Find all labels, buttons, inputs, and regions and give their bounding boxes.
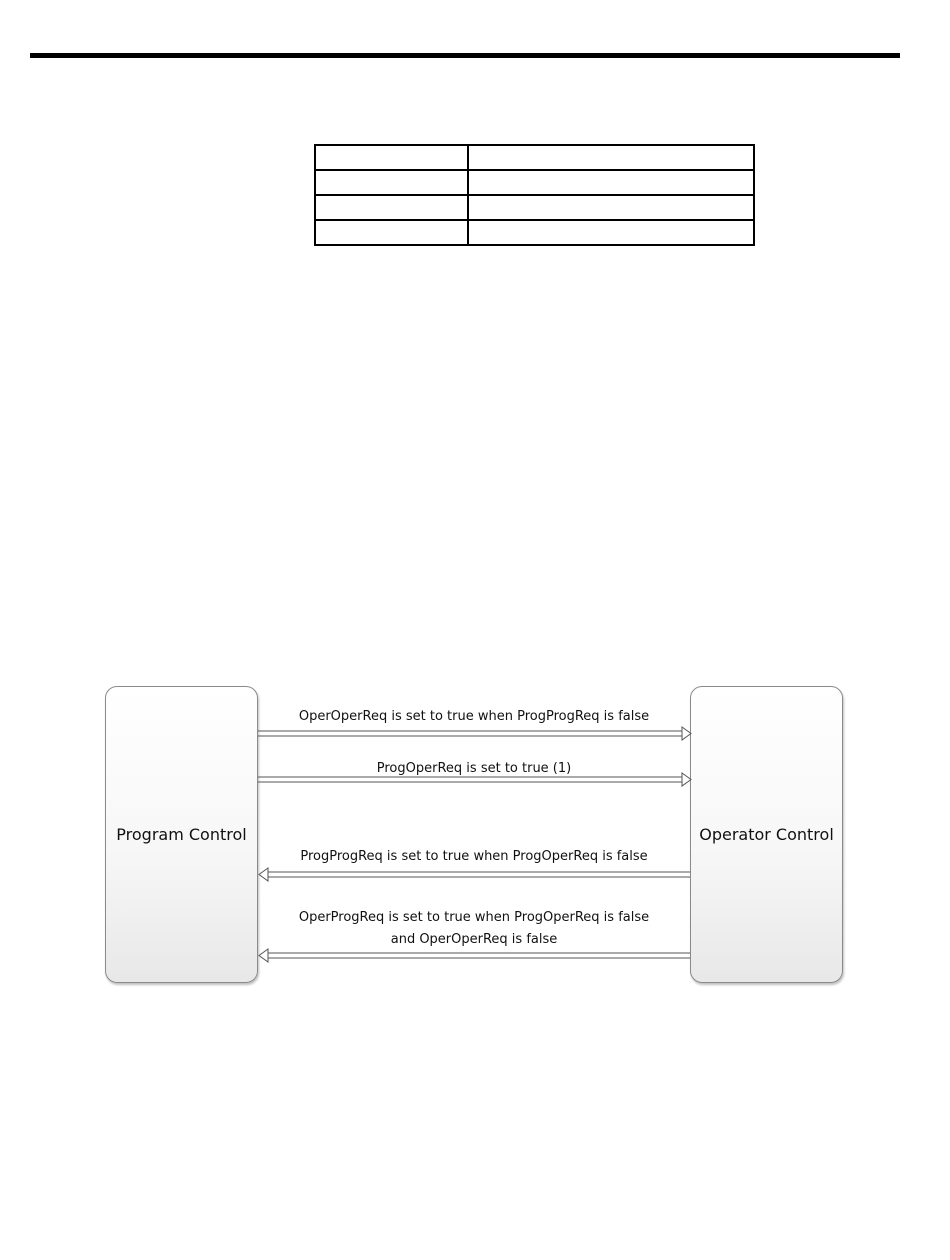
program-control-label: Program Control — [116, 825, 247, 844]
arrow-oper-oper-req — [258, 727, 691, 740]
arrow-4-label-line-2: and OperOperReq is false — [390, 932, 558, 947]
arrow-1-label: OperOperReq is set to true when ProgProgReq is false — [298, 709, 650, 724]
arrow-4-label-line-1: OperProgReq is set to true when ProgOperReq is false — [298, 910, 650, 925]
arrow-oper-prog-req — [259, 949, 690, 962]
arrow-3-label: ProgProgReq is set to true when ProgOperReq is false — [300, 849, 648, 864]
operator-control-label: Operator Control — [699, 825, 834, 844]
arrow-2-label: ProgOperReq is set to true (1) — [376, 761, 572, 776]
arrow-prog-prog-req — [259, 868, 690, 881]
